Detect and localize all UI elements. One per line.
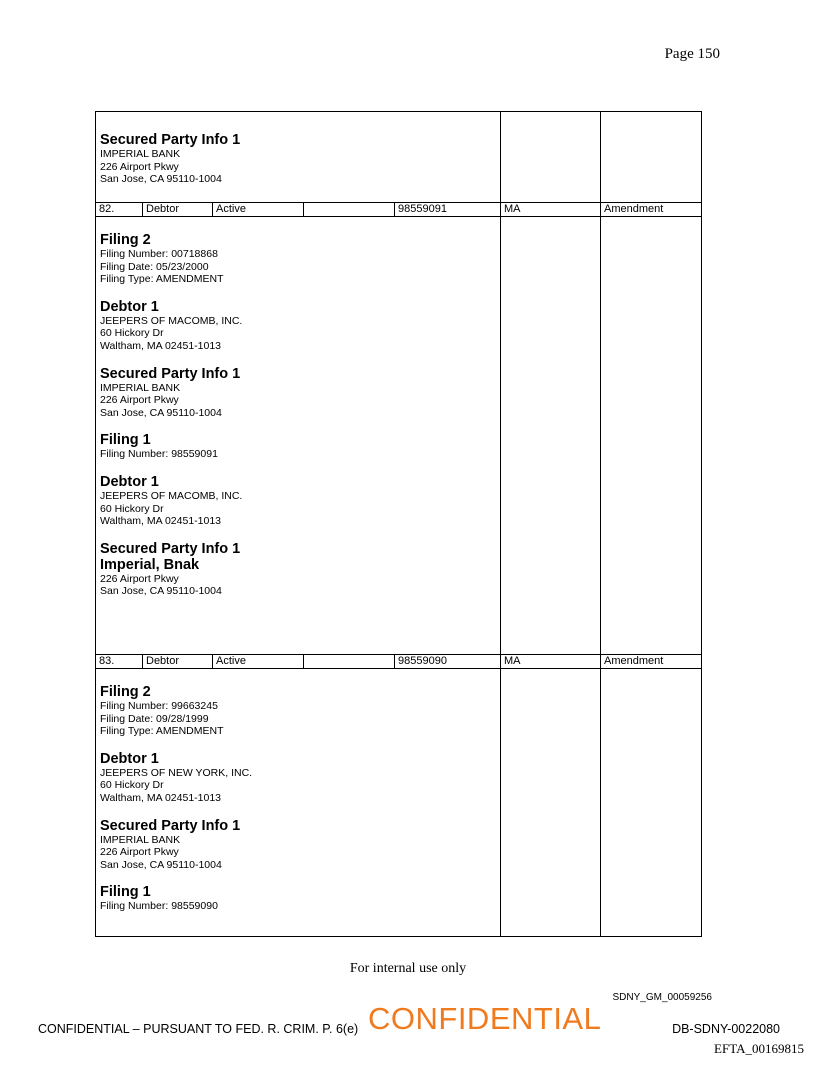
- confidential-footer: CONFIDENTIAL – PURSUANT TO FED. R. CRIM. P. 6(e): [38, 1022, 359, 1036]
- record-section: [100, 751, 504, 805]
- section-heading: Debtor 1: [100, 750, 159, 767]
- section-heading: Secured Party Info 1: [100, 365, 241, 382]
- section-line: IMPERIAL BANK: [100, 833, 181, 846]
- record-section: [100, 474, 504, 528]
- record-section: [100, 541, 504, 598]
- row-state: MA: [500, 655, 602, 668]
- section-heading: Debtor 1: [100, 298, 159, 315]
- section-heading: Filing 1: [100, 884, 151, 901]
- row-number: 82.: [99, 203, 115, 215]
- internal-use-notice: For internal use only: [349, 961, 467, 976]
- section-line: Filing Number: 98559091: [100, 448, 218, 461]
- row-blank: [303, 655, 397, 668]
- section-line: San Jose, CA 95110-1004: [100, 585, 222, 598]
- section-line: Filing Type: AMENDMENT: [100, 273, 224, 286]
- section-line: 226 Airport Pkwy: [100, 160, 179, 173]
- section-heading: Secured Party Info 1: [100, 817, 241, 834]
- record-section: [100, 884, 504, 913]
- section-line: JEEPERS OF MACOMB, INC.: [100, 489, 243, 502]
- section-line: San Jose, CA 95110-1004: [100, 173, 222, 186]
- section-line: Waltham, MA 02451-1013: [100, 791, 222, 804]
- section-line: Waltham, MA 02451-1013: [100, 339, 222, 352]
- section-line: San Jose, CA 95110-1004: [100, 406, 222, 419]
- row-kind: Amendment: [600, 203, 704, 216]
- section-line: 60 Hickory Dr: [100, 502, 164, 515]
- row-state: MA: [500, 203, 602, 216]
- record-section: [100, 366, 504, 420]
- section-heading: Debtor 1: [100, 473, 159, 490]
- section-line: JEEPERS OF MACOMB, INC.: [100, 314, 243, 327]
- record-section: [100, 432, 504, 461]
- section-line: Filing Date: 05/23/2000: [100, 260, 209, 273]
- record-section: [100, 299, 504, 353]
- row-type: Debtor: [142, 203, 211, 216]
- table-row-83: [96, 654, 701, 669]
- record-block-83: [96, 684, 504, 913]
- confidential-stamp: CONFIDENTIAL: [368, 1001, 602, 1036]
- section-line: IMPERIAL BANK: [100, 148, 181, 160]
- row-blank: [303, 203, 397, 216]
- section-line: 226 Airport Pkwy: [100, 846, 179, 859]
- record-block-82: [96, 232, 504, 598]
- record-section: [100, 132, 504, 186]
- records-table: [95, 111, 702, 937]
- section-heading: Filing 1: [100, 432, 151, 449]
- row-type: Debtor: [142, 655, 211, 668]
- section-heading: Filing 2: [100, 684, 151, 700]
- record-section: [100, 232, 504, 286]
- section-line: Filing Date: 09/28/1999: [100, 712, 209, 725]
- row-filing-number: 98559091: [394, 203, 502, 216]
- section-line: IMPERIAL BANK: [100, 381, 181, 394]
- bates-number: DB-SDNY-0022080: [672, 1022, 780, 1036]
- bates-number-small: SDNY_GM_00059256: [612, 992, 712, 1003]
- section-line: 226 Airport Pkwy: [100, 394, 179, 407]
- table-row-82: [96, 202, 701, 217]
- row-filing-number: 98559090: [394, 655, 502, 668]
- efta-number: EFTA_00169815: [714, 1041, 804, 1056]
- section-line: 60 Hickory Dr: [100, 779, 164, 792]
- row-number: 83.: [99, 655, 115, 667]
- section-line: JEEPERS OF NEW YORK, INC.: [100, 766, 253, 779]
- section-heading: Secured Party Info 1: [100, 540, 241, 557]
- row-status: Active: [212, 203, 301, 216]
- page-number: Page 150: [664, 46, 720, 62]
- section-line: San Jose, CA 95110-1004: [100, 858, 222, 871]
- section-heading: Secured Party Info 1: [100, 132, 241, 148]
- section-line: Waltham, MA 02451-1013: [100, 515, 222, 528]
- section-subheading: Imperial, Bnak: [100, 556, 200, 573]
- record-block-top: [96, 132, 504, 186]
- section-line: Filing Number: 00718868: [100, 248, 218, 260]
- row-status: Active: [212, 655, 301, 668]
- section-line: Filing Number: 99663245: [100, 700, 218, 712]
- column-divider: [600, 112, 601, 936]
- record-section: [100, 818, 504, 872]
- section-line: Filing Number: 98559090: [100, 900, 218, 913]
- section-heading: Filing 2: [100, 232, 151, 248]
- section-line: 226 Airport Pkwy: [100, 572, 179, 585]
- section-line: Filing Type: AMENDMENT: [100, 725, 224, 738]
- section-line: 60 Hickory Dr: [100, 327, 164, 340]
- record-section: [100, 684, 504, 738]
- row-kind: Amendment: [600, 655, 704, 668]
